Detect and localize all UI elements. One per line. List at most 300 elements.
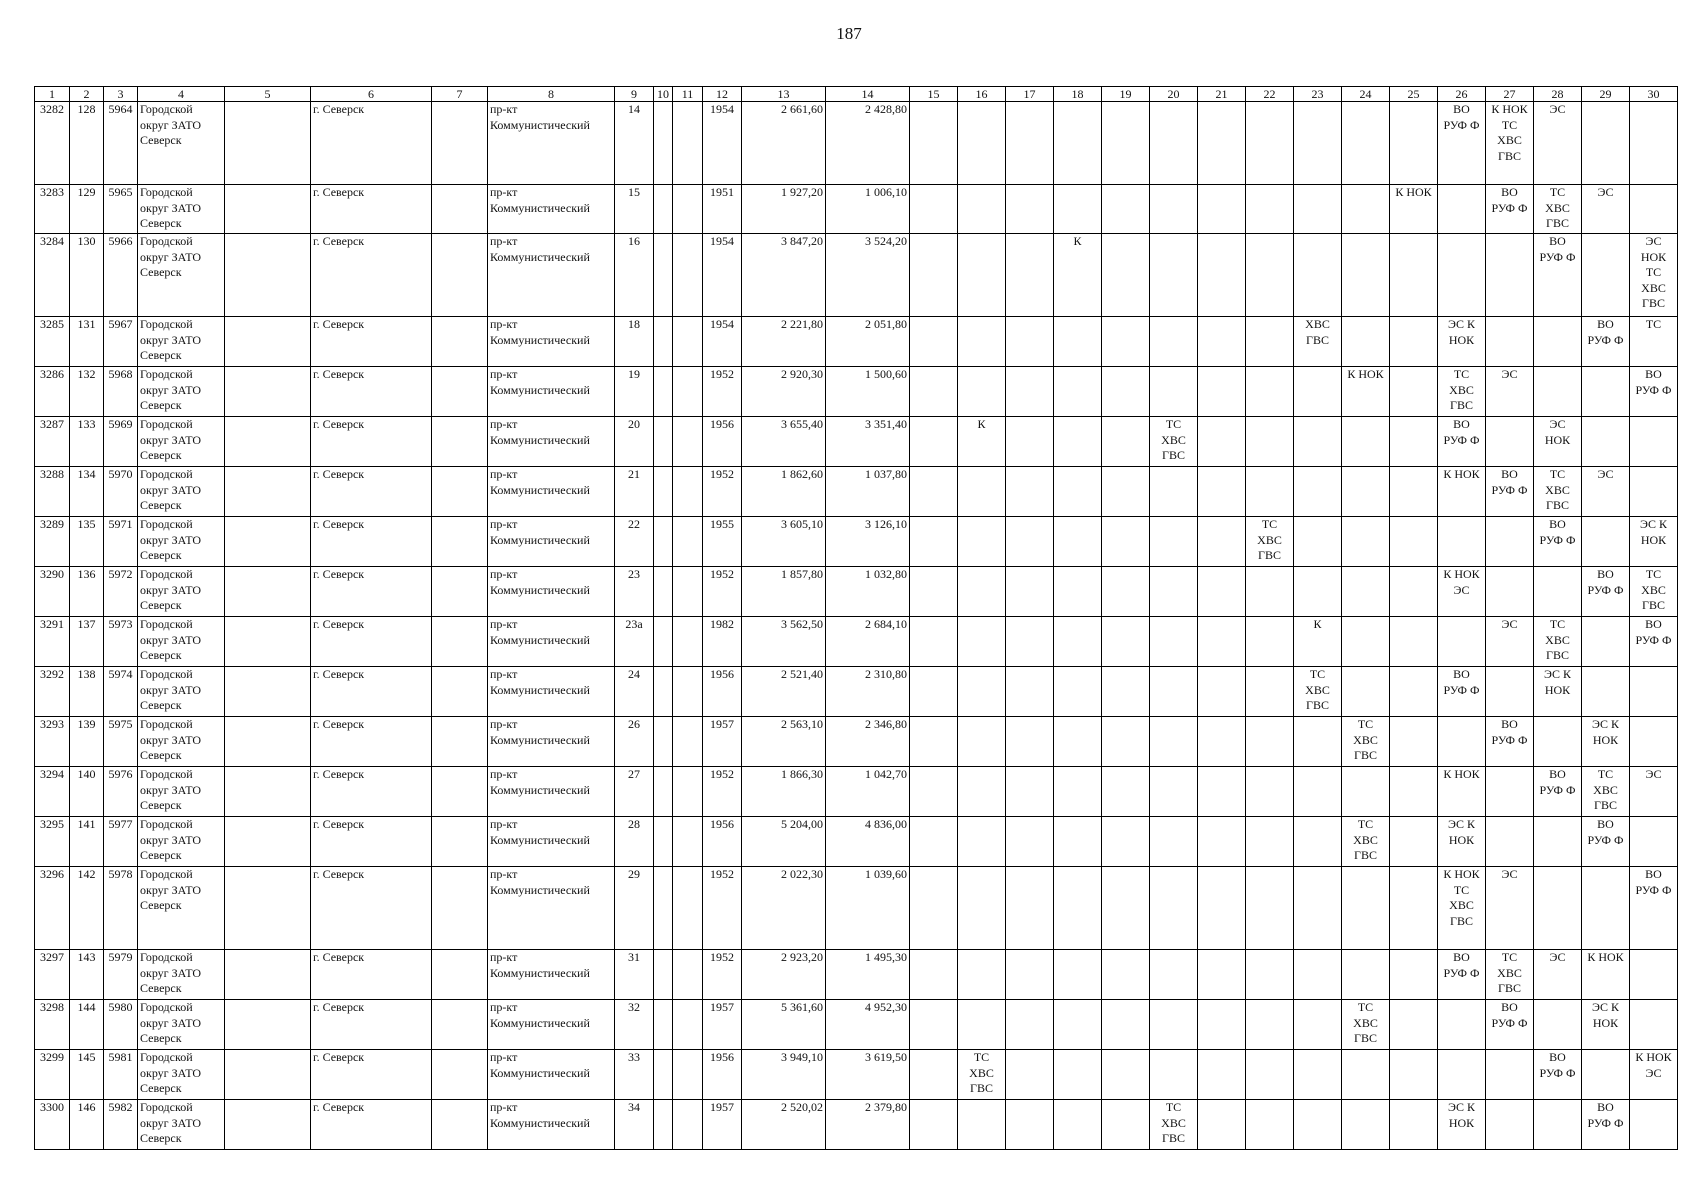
item-number-cell: 144: [70, 1000, 104, 1050]
repair-year-19-cell: [1102, 185, 1150, 234]
repair-year-22-cell: [1246, 102, 1294, 185]
municipality-cell: Городской округ ЗАТО Северск: [138, 617, 225, 667]
repair-year-19-cell: [1102, 567, 1150, 617]
street-cell: пр-кт Коммунистический: [488, 317, 615, 367]
repair-year-15-cell: [910, 517, 958, 567]
building-cell: [654, 950, 673, 1000]
house-number-cell: 27: [615, 767, 654, 817]
repair-year-21-cell: [1198, 467, 1246, 517]
settlement-type-cell: [225, 1050, 311, 1100]
repair-year-29-cell: ЭС: [1582, 185, 1630, 234]
living-area-cell: 2 428,80: [826, 102, 910, 185]
repair-year-27-cell: ЭС: [1486, 367, 1534, 417]
repair-year-28-cell: ВО РУФ Ф: [1534, 234, 1582, 317]
repair-year-21-cell: [1198, 817, 1246, 867]
total-area-cell: 3 562,50: [742, 617, 826, 667]
total-area-cell: 2 563,10: [742, 717, 826, 767]
settlement-type-cell: [225, 767, 311, 817]
record-number-cell: 3287: [35, 417, 70, 467]
settlement-type-cell: [225, 617, 311, 667]
total-area-cell: 2 920,30: [742, 367, 826, 417]
repair-year-22-cell: [1246, 1100, 1294, 1150]
repair-year-18-cell: [1054, 185, 1102, 234]
repair-year-18-cell: [1054, 667, 1102, 717]
settlement-type-cell: [225, 667, 311, 717]
repair-year-18-cell: [1054, 517, 1102, 567]
city-cell: г. Северск: [311, 517, 432, 567]
repair-year-30-cell: ВО РУФ Ф: [1630, 867, 1678, 950]
letter-cell: [673, 517, 703, 567]
district-cell: [432, 767, 488, 817]
year-built-cell: 1952: [703, 367, 742, 417]
repair-year-20-cell: [1150, 185, 1198, 234]
item-number-cell: 137: [70, 617, 104, 667]
column-number-header: [35, 87, 1678, 102]
letter-cell: [673, 1050, 703, 1100]
repair-year-23-cell: [1294, 234, 1342, 317]
item-number-cell: 128: [70, 102, 104, 185]
repair-year-17-cell: [1006, 517, 1054, 567]
repair-year-20-cell: [1150, 817, 1198, 867]
column-header: 11: [673, 87, 703, 102]
year-built-cell: 1957: [703, 1100, 742, 1150]
object-id-cell: 5967: [104, 317, 138, 367]
item-number-cell: 129: [70, 185, 104, 234]
object-id-cell: 5982: [104, 1100, 138, 1150]
repair-year-30-cell: [1630, 1100, 1678, 1150]
repair-year-28-cell: ВО РУФ Ф: [1534, 767, 1582, 817]
municipality-cell: Городской округ ЗАТО Северск: [138, 517, 225, 567]
year-built-cell: 1952: [703, 567, 742, 617]
living-area-cell: 2 346,80: [826, 717, 910, 767]
column-header: 23: [1294, 87, 1342, 102]
living-area-cell: 3 524,20: [826, 234, 910, 317]
repair-year-20-cell: [1150, 617, 1198, 667]
repair-year-19-cell: [1102, 367, 1150, 417]
repair-year-19-cell: [1102, 950, 1150, 1000]
record-number-cell: 3283: [35, 185, 70, 234]
column-header: 1: [35, 87, 70, 102]
repair-year-27-cell: [1486, 234, 1534, 317]
repair-year-26-cell: К НОК ЭС: [1438, 567, 1486, 617]
repair-year-17-cell: [1006, 1000, 1054, 1050]
record-number-cell: 3282: [35, 102, 70, 185]
repair-year-25-cell: [1390, 317, 1438, 367]
city-cell: г. Северск: [311, 1100, 432, 1150]
repair-year-15-cell: [910, 317, 958, 367]
house-number-cell: 28: [615, 817, 654, 867]
street-cell: пр-кт Коммунистический: [488, 1100, 615, 1150]
repair-year-21-cell: [1198, 1100, 1246, 1150]
total-area-cell: 1 866,30: [742, 767, 826, 817]
repair-year-17-cell: [1006, 667, 1054, 717]
object-id-cell: 5979: [104, 950, 138, 1000]
municipality-cell: Городской округ ЗАТО Северск: [138, 234, 225, 317]
object-id-cell: 5975: [104, 717, 138, 767]
repair-year-19-cell: [1102, 102, 1150, 185]
repair-year-30-cell: К НОК ЭС: [1630, 1050, 1678, 1100]
repair-year-25-cell: [1390, 867, 1438, 950]
repair-year-26-cell: ВО РУФ Ф: [1438, 667, 1486, 717]
living-area-cell: 1 032,80: [826, 567, 910, 617]
district-cell: [432, 867, 488, 950]
record-number-cell: 3300: [35, 1100, 70, 1150]
repair-year-19-cell: [1102, 1100, 1150, 1150]
object-id-cell: 5981: [104, 1050, 138, 1100]
repair-year-29-cell: [1582, 417, 1630, 467]
repair-year-16-cell: [958, 317, 1006, 367]
object-id-cell: 5974: [104, 667, 138, 717]
repair-year-23-cell: ТС ХВС ГВС: [1294, 667, 1342, 717]
repair-year-24-cell: [1342, 185, 1390, 234]
district-cell: [432, 567, 488, 617]
city-cell: г. Северск: [311, 717, 432, 767]
repair-year-18-cell: [1054, 567, 1102, 617]
repair-year-22-cell: [1246, 185, 1294, 234]
repair-year-15-cell: [910, 717, 958, 767]
repair-year-15-cell: [910, 1050, 958, 1100]
municipality-cell: Городской округ ЗАТО Северск: [138, 950, 225, 1000]
district-cell: [432, 1000, 488, 1050]
repair-year-25-cell: [1390, 517, 1438, 567]
record-number-cell: 3290: [35, 567, 70, 617]
repair-year-18-cell: [1054, 817, 1102, 867]
total-area-cell: 2 520,02: [742, 1100, 826, 1150]
record-number-cell: 3285: [35, 317, 70, 367]
repair-year-18-cell: [1054, 1000, 1102, 1050]
repair-year-28-cell: ЭС: [1534, 102, 1582, 185]
repair-year-21-cell: [1198, 1050, 1246, 1100]
repair-year-26-cell: [1438, 234, 1486, 317]
table-row: [35, 317, 1678, 367]
repair-year-18-cell: [1054, 1100, 1102, 1150]
repair-year-22-cell: [1246, 767, 1294, 817]
repair-year-27-cell: ВО РУФ Ф: [1486, 717, 1534, 767]
table-row: [35, 1000, 1678, 1050]
repair-year-27-cell: ТС ХВС ГВС: [1486, 950, 1534, 1000]
repair-year-26-cell: ЭС К НОК: [1438, 1100, 1486, 1150]
repair-year-15-cell: [910, 185, 958, 234]
city-cell: г. Северск: [311, 467, 432, 517]
letter-cell: [673, 1100, 703, 1150]
year-built-cell: 1952: [703, 867, 742, 950]
letter-cell: [673, 185, 703, 234]
repair-year-25-cell: [1390, 417, 1438, 467]
item-number-cell: 139: [70, 717, 104, 767]
living-area-cell: 1 006,10: [826, 185, 910, 234]
living-area-cell: 1 042,70: [826, 767, 910, 817]
repair-year-20-cell: [1150, 567, 1198, 617]
repair-year-21-cell: [1198, 867, 1246, 950]
repair-year-25-cell: [1390, 567, 1438, 617]
repair-year-30-cell: ЭС НОК ТС ХВС ГВС: [1630, 234, 1678, 317]
repair-year-19-cell: [1102, 717, 1150, 767]
repair-year-17-cell: [1006, 617, 1054, 667]
repair-year-28-cell: ЭС НОК: [1534, 417, 1582, 467]
repair-year-23-cell: [1294, 367, 1342, 417]
repair-year-20-cell: [1150, 867, 1198, 950]
repair-year-16-cell: [958, 517, 1006, 567]
street-cell: пр-кт Коммунистический: [488, 617, 615, 667]
repair-year-26-cell: ЭС К НОК: [1438, 817, 1486, 867]
total-area-cell: 3 949,10: [742, 1050, 826, 1100]
item-number-cell: 145: [70, 1050, 104, 1100]
item-number-cell: 133: [70, 417, 104, 467]
repair-year-22-cell: [1246, 867, 1294, 950]
repair-year-15-cell: [910, 1100, 958, 1150]
settlement-type-cell: [225, 234, 311, 317]
repair-year-23-cell: [1294, 767, 1342, 817]
repair-year-22-cell: [1246, 367, 1294, 417]
district-cell: [432, 1050, 488, 1100]
repair-year-20-cell: [1150, 950, 1198, 1000]
repair-year-29-cell: ЭС К НОК: [1582, 1000, 1630, 1050]
repair-year-28-cell: ВО РУФ Ф: [1534, 1050, 1582, 1100]
item-number-cell: 141: [70, 817, 104, 867]
repair-year-22-cell: [1246, 234, 1294, 317]
repair-year-18-cell: [1054, 717, 1102, 767]
repair-year-22-cell: [1246, 467, 1294, 517]
repair-year-23-cell: [1294, 185, 1342, 234]
repair-year-18-cell: [1054, 467, 1102, 517]
repair-year-20-cell: [1150, 717, 1198, 767]
repair-year-15-cell: [910, 767, 958, 817]
repair-year-28-cell: ТС ХВС ГВС: [1534, 467, 1582, 517]
repair-year-24-cell: [1342, 417, 1390, 467]
repair-year-24-cell: [1342, 467, 1390, 517]
repair-year-19-cell: [1102, 317, 1150, 367]
column-header: 14: [826, 87, 910, 102]
municipality-cell: Городской округ ЗАТО Северск: [138, 467, 225, 517]
house-number-cell: 23: [615, 567, 654, 617]
district-cell: [432, 367, 488, 417]
building-cell: [654, 517, 673, 567]
repair-year-26-cell: [1438, 1000, 1486, 1050]
repair-year-20-cell: ТС ХВС ГВС: [1150, 1100, 1198, 1150]
repair-year-16-cell: [958, 617, 1006, 667]
house-number-cell: 23а: [615, 617, 654, 667]
repair-year-29-cell: ЭС К НОК: [1582, 717, 1630, 767]
column-header: 4: [138, 87, 225, 102]
letter-cell: [673, 367, 703, 417]
house-number-cell: 15: [615, 185, 654, 234]
total-area-cell: 5 204,00: [742, 817, 826, 867]
repair-year-15-cell: [910, 817, 958, 867]
repair-year-29-cell: [1582, 617, 1630, 667]
building-cell: [654, 667, 673, 717]
object-id-cell: 5972: [104, 567, 138, 617]
repair-year-29-cell: [1582, 234, 1630, 317]
year-built-cell: 1956: [703, 817, 742, 867]
city-cell: г. Северск: [311, 102, 432, 185]
district-cell: [432, 185, 488, 234]
district-cell: [432, 234, 488, 317]
repair-year-22-cell: [1246, 567, 1294, 617]
repair-year-25-cell: [1390, 467, 1438, 517]
street-cell: пр-кт Коммунистический: [488, 767, 615, 817]
column-header: 2: [70, 87, 104, 102]
district-cell: [432, 817, 488, 867]
repair-year-16-cell: К: [958, 417, 1006, 467]
repair-year-23-cell: [1294, 817, 1342, 867]
repair-year-28-cell: ЭС К НОК: [1534, 667, 1582, 717]
column-header: 7: [432, 87, 488, 102]
repair-year-23-cell: [1294, 517, 1342, 567]
settlement-type-cell: [225, 317, 311, 367]
repair-year-17-cell: [1006, 817, 1054, 867]
page-number: 187: [836, 24, 862, 43]
repair-year-24-cell: ТС ХВС ГВС: [1342, 717, 1390, 767]
living-area-cell: 1 495,30: [826, 950, 910, 1000]
municipality-cell: Городской округ ЗАТО Северск: [138, 417, 225, 467]
total-area-cell: 3 655,40: [742, 417, 826, 467]
repair-year-17-cell: [1006, 1100, 1054, 1150]
street-cell: пр-кт Коммунистический: [488, 367, 615, 417]
settlement-type-cell: [225, 185, 311, 234]
building-cell: [654, 367, 673, 417]
repair-year-16-cell: [958, 102, 1006, 185]
repair-year-30-cell: ТС ХВС ГВС: [1630, 567, 1678, 617]
repair-year-18-cell: [1054, 417, 1102, 467]
repair-year-30-cell: ТС: [1630, 317, 1678, 367]
repair-year-20-cell: [1150, 1000, 1198, 1050]
repair-year-17-cell: [1006, 950, 1054, 1000]
record-number-cell: 3292: [35, 667, 70, 717]
repair-year-21-cell: [1198, 417, 1246, 467]
object-id-cell: 5964: [104, 102, 138, 185]
repair-year-27-cell: [1486, 667, 1534, 717]
building-cell: [654, 417, 673, 467]
year-built-cell: 1951: [703, 185, 742, 234]
table-row: [35, 185, 1678, 234]
object-id-cell: 5978: [104, 867, 138, 950]
settlement-type-cell: [225, 102, 311, 185]
repair-year-28-cell: ТС ХВС ГВС: [1534, 185, 1582, 234]
year-built-cell: 1954: [703, 234, 742, 317]
column-header: 15: [910, 87, 958, 102]
street-cell: пр-кт Коммунистический: [488, 234, 615, 317]
repair-year-23-cell: [1294, 1050, 1342, 1100]
repair-year-19-cell: [1102, 867, 1150, 950]
repair-year-23-cell: [1294, 1100, 1342, 1150]
repair-year-25-cell: [1390, 1100, 1438, 1150]
municipality-cell: Городской округ ЗАТО Северск: [138, 1100, 225, 1150]
repair-year-24-cell: [1342, 617, 1390, 667]
repair-year-21-cell: [1198, 1000, 1246, 1050]
repair-year-19-cell: [1102, 1050, 1150, 1100]
repair-year-16-cell: [958, 467, 1006, 517]
total-area-cell: 2 923,20: [742, 950, 826, 1000]
repair-year-23-cell: [1294, 950, 1342, 1000]
repair-year-29-cell: ТС ХВС ГВС: [1582, 767, 1630, 817]
municipality-cell: Городской округ ЗАТО Северск: [138, 1000, 225, 1050]
total-area-cell: 3 605,10: [742, 517, 826, 567]
building-cell: [654, 185, 673, 234]
record-number-cell: 3293: [35, 717, 70, 767]
street-cell: пр-кт Коммунистический: [488, 102, 615, 185]
object-id-cell: 5973: [104, 617, 138, 667]
settlement-type-cell: [225, 817, 311, 867]
repair-year-30-cell: [1630, 950, 1678, 1000]
repair-year-22-cell: [1246, 667, 1294, 717]
repair-year-30-cell: [1630, 667, 1678, 717]
repair-year-29-cell: [1582, 1050, 1630, 1100]
record-number-cell: 3294: [35, 767, 70, 817]
settlement-type-cell: [225, 867, 311, 950]
repair-year-16-cell: [958, 950, 1006, 1000]
item-number-cell: 136: [70, 567, 104, 617]
street-cell: пр-кт Коммунистический: [488, 517, 615, 567]
house-number-cell: 33: [615, 1050, 654, 1100]
record-number-cell: 3284: [35, 234, 70, 317]
repair-year-18-cell: К: [1054, 234, 1102, 317]
house-number-cell: 21: [615, 467, 654, 517]
repair-year-21-cell: [1198, 767, 1246, 817]
total-area-cell: 2 221,80: [742, 317, 826, 367]
building-cell: [654, 467, 673, 517]
repair-year-17-cell: [1006, 317, 1054, 367]
column-header: 13: [742, 87, 826, 102]
table-row: [35, 717, 1678, 767]
repair-year-15-cell: [910, 950, 958, 1000]
building-cell: [654, 1100, 673, 1150]
district-cell: [432, 102, 488, 185]
repair-year-17-cell: [1006, 767, 1054, 817]
repair-year-24-cell: [1342, 234, 1390, 317]
table-row: [35, 950, 1678, 1000]
repair-year-25-cell: К НОК: [1390, 185, 1438, 234]
settlement-type-cell: [225, 567, 311, 617]
district-cell: [432, 1100, 488, 1150]
repair-year-15-cell: [910, 417, 958, 467]
column-header: 6: [311, 87, 432, 102]
city-cell: г. Северск: [311, 617, 432, 667]
city-cell: г. Северск: [311, 817, 432, 867]
header-row: [35, 87, 1678, 102]
repair-year-21-cell: [1198, 717, 1246, 767]
repair-year-28-cell: [1534, 817, 1582, 867]
repair-year-17-cell: [1006, 185, 1054, 234]
total-area-cell: 1 862,60: [742, 467, 826, 517]
repair-year-27-cell: ВО РУФ Ф: [1486, 1000, 1534, 1050]
repair-year-27-cell: ВО РУФ Ф: [1486, 467, 1534, 517]
repair-year-15-cell: [910, 567, 958, 617]
repair-year-27-cell: [1486, 317, 1534, 367]
repair-year-18-cell: [1054, 950, 1102, 1000]
repair-year-26-cell: [1438, 717, 1486, 767]
record-number-cell: 3297: [35, 950, 70, 1000]
repair-year-18-cell: [1054, 767, 1102, 817]
settlement-type-cell: [225, 717, 311, 767]
house-number-cell: 29: [615, 867, 654, 950]
repair-year-15-cell: [910, 467, 958, 517]
repair-year-26-cell: ТС ХВС ГВС: [1438, 367, 1486, 417]
living-area-cell: 3 126,10: [826, 517, 910, 567]
repair-year-24-cell: ТС ХВС ГВС: [1342, 817, 1390, 867]
table-row: [35, 367, 1678, 417]
street-cell: пр-кт Коммунистический: [488, 817, 615, 867]
record-number-cell: 3299: [35, 1050, 70, 1100]
municipality-cell: Городской округ ЗАТО Северск: [138, 567, 225, 617]
repair-year-24-cell: К НОК: [1342, 367, 1390, 417]
city-cell: г. Северск: [311, 185, 432, 234]
repair-year-25-cell: [1390, 234, 1438, 317]
repair-year-24-cell: [1342, 667, 1390, 717]
repair-year-26-cell: [1438, 185, 1486, 234]
repair-year-30-cell: [1630, 102, 1678, 185]
repair-year-21-cell: [1198, 234, 1246, 317]
repair-year-25-cell: [1390, 617, 1438, 667]
